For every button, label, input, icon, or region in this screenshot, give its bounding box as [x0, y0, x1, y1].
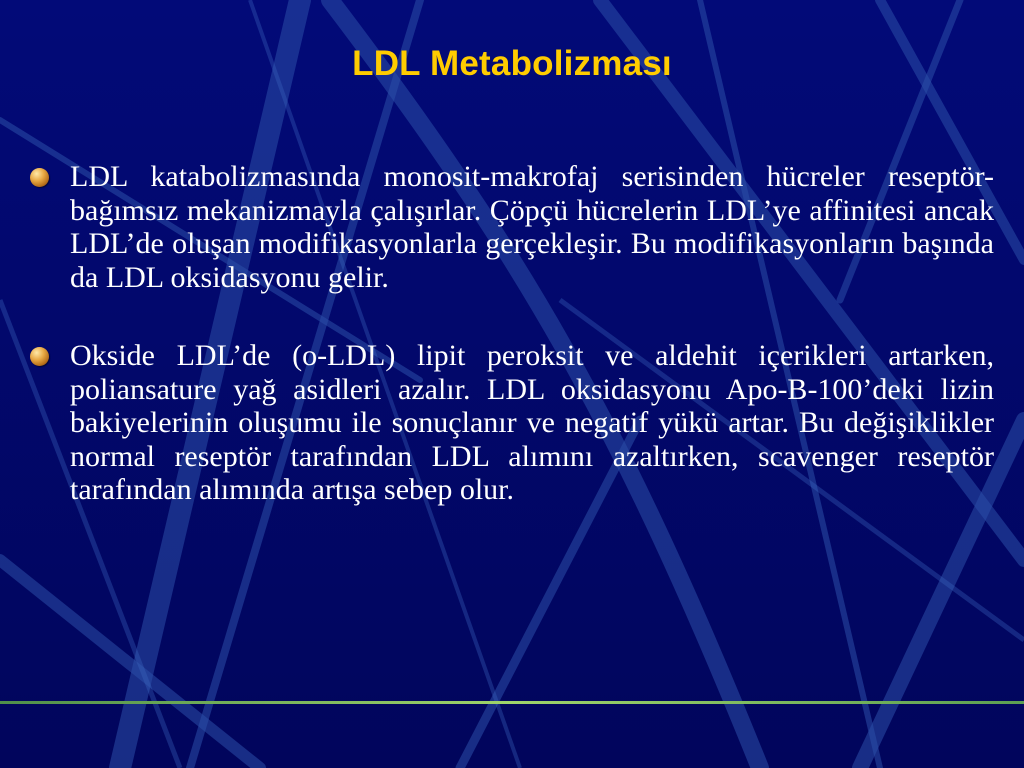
bullet-text: LDL katabolizmasında monosit-makrofaj serisinden hücreler reseptör-bağımsız mekanizmayla çalışırlar. Çöpçü hücrelerin LDL’ye affinitesi ancak LDL’de oluşan modifikasyonlarla gerçekleşir. Bu modifikasyonların başında da LDL oksidasyonu gelir.	[70, 160, 994, 294]
bullet-list	[70, 160, 994, 507]
bullet-item	[70, 339, 994, 507]
bullet-sphere-icon	[30, 347, 49, 366]
bullet-text: Okside LDL’de (o-LDL) lipit peroksit ve aldehit içerikleri artarken, poliansature yağ asidleri azalır. LDL oksidasyonu Apo-B-100’deki lizin bakiyelerinin oluşumu ile sonuçlanır ve negatif yükü artar. Bu değişiklikler normal reseptör tarafından LDL alımını azaltırken, scavenger reseptör tarafından alımında artışa sebep olur.	[70, 339, 994, 506]
bullet-sphere-icon	[30, 168, 49, 187]
bullet-item	[70, 160, 994, 294]
slide-title: LDL Metabolizması	[352, 44, 672, 83]
footer-divider	[0, 701, 1024, 704]
